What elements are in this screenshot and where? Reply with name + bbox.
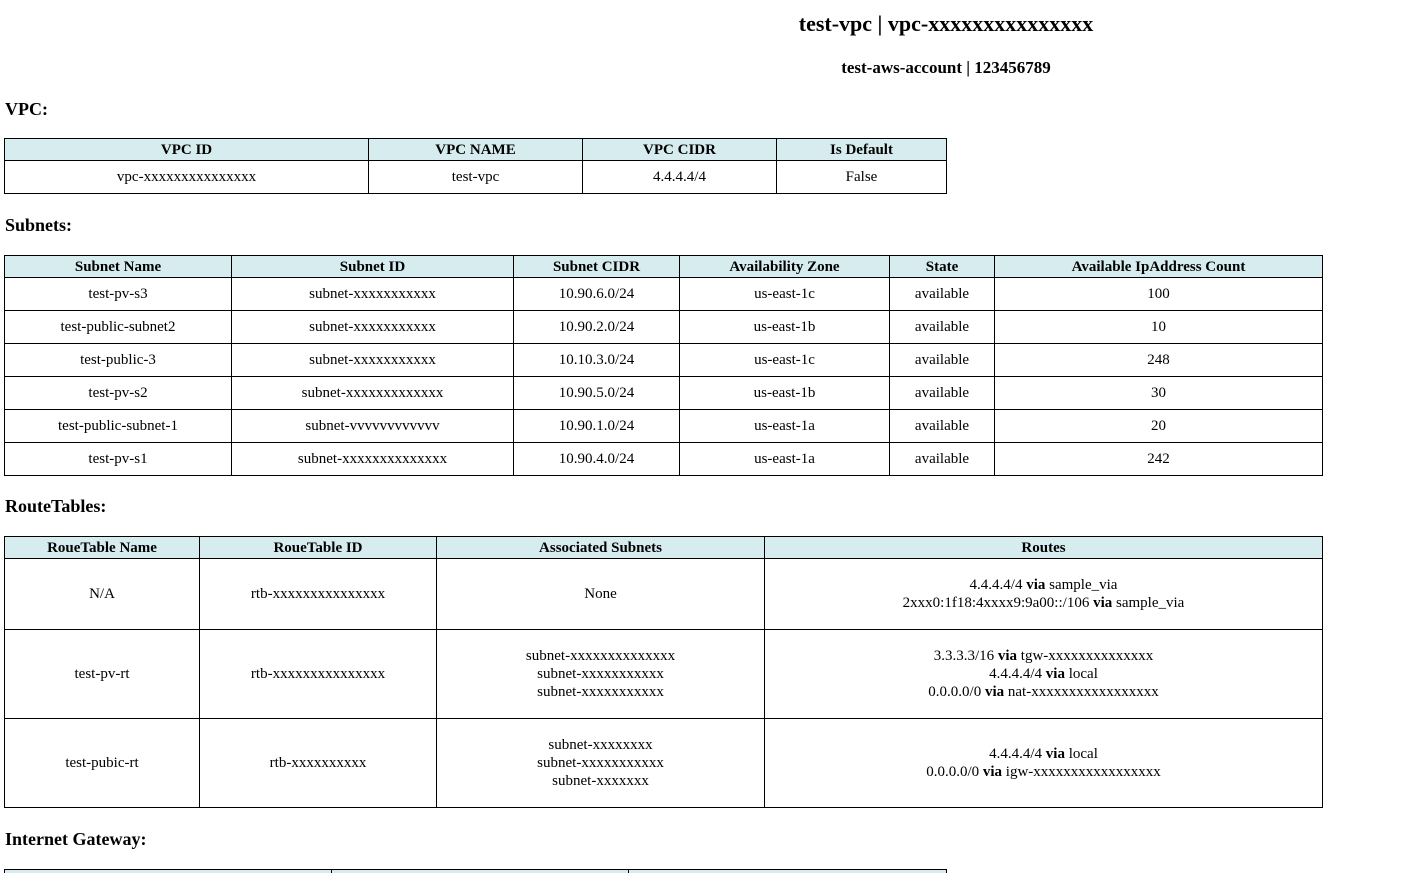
route-via-label: via [1045,746,1065,762]
subnet-name-cell: test-public-subnet2 [5,311,232,344]
subnet-cidr-cell: 10.10.3.0/24 [514,344,680,377]
vpc-default-cell: False [777,161,947,194]
subnet-name-cell: test-pv-s3 [5,278,232,311]
subnet-id-cell: subnet-xxxxxxxxxxxxxx [232,443,514,476]
subnet-state-cell: available [890,311,995,344]
route-via-label: via [1045,666,1065,682]
subnet-id-cell: subnet-xxxxxxxxxxxxx [232,377,514,410]
subnet-cidr-cell: 10.90.5.0/24 [514,377,680,410]
subnet-az-cell: us-east-1b [680,377,890,410]
subnets-table [4,255,1323,476]
subnet-id-cell: subnet-vvvvvvvvvvvv [232,410,514,443]
associated-subnet: subnet-xxxxxxxxxxx [537,666,664,682]
vpc-col-header: VPC NAME [369,139,583,161]
subnet-az-cell: us-east-1a [680,443,890,476]
route-target: local [1068,746,1098,762]
vpc-col-header: VPC CIDR [583,139,777,161]
subnet-name-cell: test-public-subnet-1 [5,410,232,443]
subnet-ip-count-cell: 100 [995,278,1323,311]
vpc-heading: VPC: [5,99,48,119]
subnet-az-cell: us-east-1b [680,311,890,344]
routetable-id-cell: rtb-xxxxxxxxxx [200,719,437,808]
route-target: local [1068,666,1098,682]
subnet-col-header: Subnet ID [232,256,514,278]
route-entry [765,665,1322,683]
subnet-ip-count-cell: 30 [995,377,1323,410]
route-destination: 0.0.0.0/0 [926,764,980,780]
subnet-name-cell: test-public-3 [5,344,232,377]
route-entry [765,763,1322,781]
route-via-label: via [1026,577,1046,593]
associated-subnets-cell [437,719,765,808]
route-destination: 4.4.4.4/4 [989,746,1043,762]
vpc-table [4,138,947,194]
routetables-header-row [5,537,1323,559]
subnet-ip-count-cell: 20 [995,410,1323,443]
associated-subnet: subnet-xxxxxxxxxxx [537,755,664,771]
subnet-col-header: Available IpAddress Count [995,256,1323,278]
igw-col-header [332,870,629,873]
subnet-ip-count-cell: 242 [995,443,1323,476]
route-target: tgw-xxxxxxxxxxxxxx [1020,648,1154,664]
table-row [5,344,1323,377]
subnet-cidr-cell: 10.90.4.0/24 [514,443,680,476]
vpc-id-cell: vpc-xxxxxxxxxxxxxxx [5,161,369,194]
associated-subnet: subnet-xxxxxxxx [548,737,653,753]
associated-subnets-cell [437,630,765,719]
routes-cell [765,559,1323,630]
route-via-label: via [997,648,1018,664]
subnet-id-cell: subnet-xxxxxxxxxxx [232,311,514,344]
subnet-id-cell: subnet-xxxxxxxxxxx [232,344,514,377]
route-entry [765,576,1322,594]
routes-cell [765,719,1323,808]
route-via-label: via [984,684,1005,700]
table-row [5,719,1323,808]
subnet-col-header: State [890,256,995,278]
routes-cell [765,630,1323,719]
subnet-col-header: Subnet Name [5,256,232,278]
route-via-label: via [1093,595,1113,611]
subnet-state-cell: available [890,410,995,443]
route-target: sample_via [1116,595,1185,611]
internet-gateway-table [4,869,947,873]
route-destination: 3.3.3.3/16 [933,648,995,664]
route-target: sample_via [1049,577,1118,593]
subnets-header-row [5,256,1323,278]
table-row [5,311,1323,344]
subnet-cidr-cell: 10.90.2.0/24 [514,311,680,344]
igw-col-header [629,870,947,873]
subnets-heading: Subnets: [5,215,73,235]
subnet-cidr-cell: 10.90.1.0/24 [514,410,680,443]
routetable-id-cell: rtb-xxxxxxxxxxxxxxx [200,559,437,630]
routetables-table-body [5,559,1323,808]
subnet-col-header: Availability Zone [680,256,890,278]
subnets-table-body [5,278,1323,476]
vpc-name-cell: test-vpc [369,161,583,194]
subnet-col-header: Subnet CIDR [514,256,680,278]
route-target: nat-xxxxxxxxxxxxxxxxx [1007,684,1159,700]
route-entry [765,745,1322,763]
routetables-table [4,536,1323,808]
subnet-state-cell: available [890,344,995,377]
associated-subnet: subnet-xxxxxxxxxxxxxx [525,648,676,664]
route-destination: 4.4.4.4/4 [969,577,1023,593]
route-via-label: via [982,764,1003,780]
table-row [5,559,1323,630]
routetable-col-header: RoueTable Name [5,537,200,559]
routetable-name-cell: test-pv-rt [5,630,200,719]
routetable-col-header: Routes [765,537,1323,559]
subnet-ip-count-cell: 248 [995,344,1323,377]
subnet-name-cell: test-pv-s1 [5,443,232,476]
associated-subnet: None [584,586,617,602]
associated-subnet: subnet-xxxxxxxxxxx [537,684,664,700]
associated-subnet: subnet-xxxxxxx [552,773,649,789]
subnet-state-cell: available [890,278,995,311]
account-subtitle: test-aws-account | 123456789 [841,58,1051,77]
subnet-state-cell: available [890,377,995,410]
vpc-header-row [5,139,947,161]
vpc-cidr-cell: 4.4.4.4/4 [583,161,777,194]
subnet-name-cell: test-pv-s2 [5,377,232,410]
route-entry [765,594,1322,612]
routetable-name-cell: test-pubic-rt [5,719,200,808]
subnet-az-cell: us-east-1a [680,410,890,443]
table-row [5,377,1323,410]
routetable-id-cell: rtb-xxxxxxxxxxxxxxx [200,630,437,719]
vpc-col-header: Is Default [777,139,947,161]
subnet-az-cell: us-east-1c [680,278,890,311]
subnet-state-cell: available [890,443,995,476]
page-title: test-vpc | vpc-xxxxxxxxxxxxxxx [798,11,1094,36]
route-entry [765,647,1322,665]
vpc-row [5,161,947,194]
internet-gateway-heading: Internet Gateway: [5,829,147,849]
table-row [5,630,1323,719]
table-row [5,443,1323,476]
subnet-id-cell: subnet-xxxxxxxxxxx [232,278,514,311]
vpc-col-header: VPC ID [5,139,369,161]
route-destination: 0.0.0.0/0 [928,684,982,700]
subnet-az-cell: us-east-1c [680,344,890,377]
routetables-heading: RouteTables: [5,496,107,516]
route-target: igw-xxxxxxxxxxxxxxxxx [1005,764,1161,780]
route-entry [765,683,1322,701]
igw-col-header [5,870,332,873]
internet-gateway-header-row [5,870,947,873]
routetable-name-cell: N/A [5,559,200,630]
subnet-cidr-cell: 10.90.6.0/24 [514,278,680,311]
route-destination: 2xxx0:1f18:4xxxx9:9a00::/106 [902,595,1090,611]
routetable-col-header: RoueTable ID [200,537,437,559]
subnet-ip-count-cell: 10 [995,311,1323,344]
associated-subnets-cell [437,559,765,630]
table-row [5,410,1323,443]
route-destination: 4.4.4.4/4 [989,666,1043,682]
routetable-col-header: Associated Subnets [437,537,765,559]
table-row [5,278,1323,311]
